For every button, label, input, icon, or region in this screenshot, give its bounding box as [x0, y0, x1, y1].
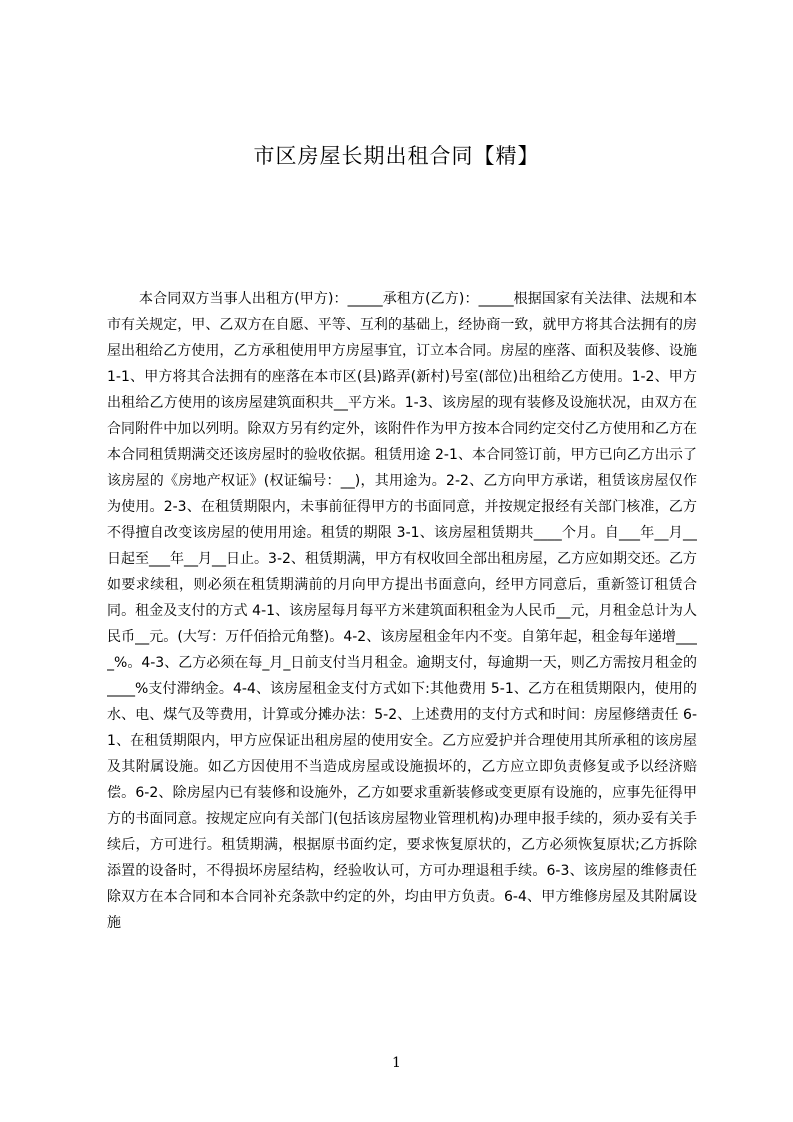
- document-body: [107, 286, 697, 1006]
- body-paragraph: 本合同双方当事人出租方(甲方)：_____承租方(乙方)：_____根据国家有关法律、法规和本市有关规定，甲、乙双方在自愿、平等、互利的基础上，经协商一致，就甲方将其合法拥有的房屋出租给乙方使用，乙方承租使用甲方房屋事宜，订立本合同。房屋的座落、面积及装修、设施 1-1、甲方将其合法拥有的座落在本市区(县)路弄(新村)号室(部位)出租给乙方使用。1-2、甲方出租给乙方使用的该房屋建筑面积共__平方米。1-3、该房屋的现有装修及设施状况，由双方在合同附件中加以列明。除双方另有约定外，该附件作为甲方按本合同约定交付乙方使用和乙方在本合同租赁期满交还该房屋时的验收依据。租赁用途 2-1、本合同签订前，甲方已向乙方出示了该房屋的《房地产权证》(权证编号：__)，其用途为。2-2、乙方向甲方承诺，租赁该房屋仅作为使用。2-3、在租赁期限内，未事前征得甲方的书面同意，并按规定报经有关部门核准，乙方不得擅自改变该房屋的使用用途。租赁的期限 3-1、该房屋租赁期共____个月。自___年__月__日起至___年__月__日止。3-2、租赁期满，甲方有权收回全部出租房屋，乙方应如期交还。乙方如要求续租，则必须在租赁期满前的月向甲方提出书面意向，经甲方同意后，重新签订租赁合同。租金及支付的方式 4-1、该房屋每月每平方米建筑面积租金为人民币__元，月租金总计为人民币__元。(大写：万仟佰拾元角整)。4-2、该房屋租金年内不变。自第年起，租金每年递增____%。4-3、乙方必须在每_月_日前支付当月租金。逾期支付，每逾期一天，则乙方需按月租金的____%支付滞纳金。4-4、该房屋租金支付方式如下:其他费用 5-1、乙方在租赁期限内，使用的水、电、煤气及等费用，计算或分摊办法：5-2、上述费用的支付方式和时间：房屋修缮责任 6-1、在租赁期限内，甲方应保证出租房屋的使用安全。乙方应爱护并合理使用其所承租的该房屋及其附属设施。如乙方因使用不当造成房屋或设施损坏的，乙方应立即负责修复或予以经济赔偿。6-2、除房屋内已有装修和设施外，乙方如要求重新装修或变更原有设施的，应事先征得甲方的书面同意。按规定应向有关部门(包括该房屋物业管理机构)办理申报手续的，须办妥有关手续后，方可进行。租赁期满，根据原书面约定，要求恢复原状的，乙方必须恢复原状;乙方拆除添置的设备时，不得损坏房屋结构，经验收认可，方可办理退租手续。6-3、该房屋的维修责任除双方在本合同和本合同补充条款中约定的外，均由甲方负责。6-4、甲方维修房屋及其附属设施: [107, 291, 697, 931]
- page-number: 1: [392, 1055, 401, 1071]
- document-title: 市区房屋长期出租合同【精】: [253, 144, 540, 168]
